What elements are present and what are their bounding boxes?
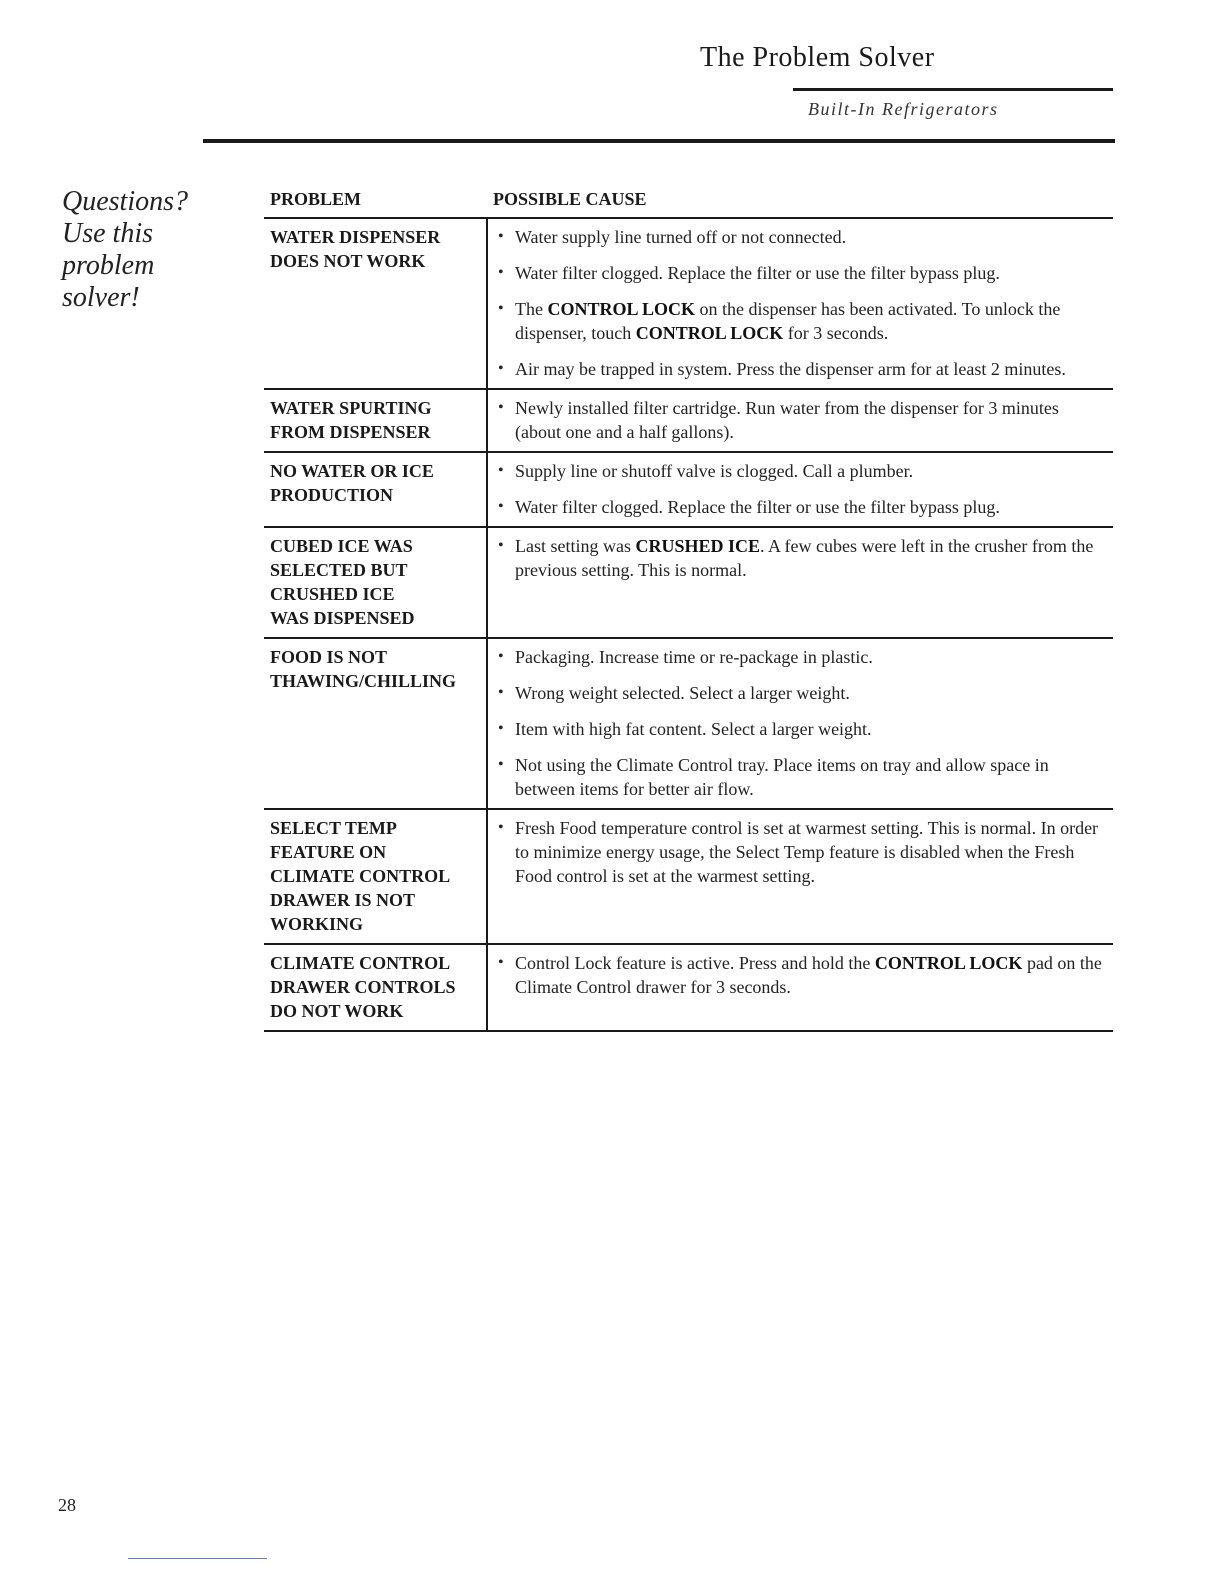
sidebar-line: Questions? — [62, 186, 188, 217]
cause-text: Packaging. Increase time or re-package in plastic. — [515, 647, 873, 667]
bold-term: CONTROL LOCK — [874, 953, 1023, 973]
bold-term: CONTROL LOCK — [635, 323, 784, 343]
table-row — [264, 452, 1113, 527]
cause-text: Water filter clogged. Replace the filter or use the filter bypass plug. — [515, 497, 1000, 517]
cause-item — [496, 534, 1107, 582]
cause-item — [496, 495, 1107, 519]
cause-cell — [487, 218, 1113, 389]
table-row — [264, 218, 1113, 389]
cause-text: Water supply line turned off or not connected. — [515, 227, 847, 247]
cause-text: Control Lock feature is active. Press and hold the — [515, 953, 875, 973]
table-row — [264, 638, 1113, 809]
cause-text: Last setting was — [515, 536, 636, 556]
cause-text: Wrong weight selected. Select a larger weight. — [515, 683, 850, 703]
problem-cell: CLIMATE CONTROL DRAWER CONTROLS DO NOT WORK — [264, 944, 487, 1031]
page-title: The Problem Solver — [700, 42, 935, 73]
sidebar-line: solver! — [62, 282, 140, 313]
table-row — [264, 944, 1113, 1031]
cause-cell — [487, 944, 1113, 1031]
cause-list — [496, 396, 1107, 444]
cause-item — [496, 951, 1107, 999]
cause-text: . A few cubes were left in the crusher from the previous setting. This is normal. — [515, 536, 1094, 580]
cause-list — [496, 951, 1107, 999]
cause-item — [496, 396, 1107, 444]
table-row — [264, 389, 1113, 452]
cause-text: on the dispenser has been activated. To unlock the dispenser, touch — [515, 299, 1061, 343]
cause-cell — [487, 638, 1113, 809]
cause-cell — [487, 389, 1113, 452]
bold-term: CONTROL LOCK — [547, 299, 696, 319]
cause-cell — [487, 527, 1113, 638]
cause-item — [496, 816, 1107, 888]
header-rule-short — [793, 88, 1113, 91]
cause-list — [496, 534, 1107, 582]
cause-text: Fresh Food temperature control is set at warmest setting. This is normal. In order to minimize energy usage, the Select Temp feature is disabled when the Fresh Food control is set at the warmest setting. — [515, 818, 1099, 886]
page-subtitle: Built-In Refrigerators — [808, 99, 999, 119]
problem-solver-table — [264, 185, 1113, 1032]
cause-text: Supply line or shutoff valve is clogged. Call a plumber. — [515, 461, 914, 481]
cause-text: Water filter clogged. Replace the filter or use the filter bypass plug. — [515, 263, 1000, 283]
bold-term: CRUSHED ICE — [635, 536, 761, 556]
problem-cell: NO WATER OR ICE PRODUCTION — [264, 452, 487, 527]
problem-cell: FOOD IS NOT THAWING/CHILLING — [264, 638, 487, 809]
cause-item — [496, 645, 1107, 669]
cause-item — [496, 459, 1107, 483]
cause-list — [496, 459, 1107, 519]
cause-item — [496, 717, 1107, 741]
cause-text: Not using the Climate Control tray. Place items on tray and allow space in between items for better air flow. — [515, 755, 1049, 799]
problem-cell: CUBED ICE WAS SELECTED BUT CRUSHED ICE WAS DISPENSED — [264, 527, 487, 638]
problem-cell: WATER SPURTING FROM DISPENSER — [264, 389, 487, 452]
cause-cell — [487, 809, 1113, 944]
cause-cell — [487, 452, 1113, 527]
footer-link-underline — [128, 1558, 267, 1559]
cause-list — [496, 225, 1107, 381]
table-row — [264, 809, 1113, 944]
problem-cell: WATER DISPENSER DOES NOT WORK — [264, 218, 487, 389]
column-header-cause: POSSIBLE CAUSE — [487, 185, 1113, 218]
cause-text: The — [515, 299, 548, 319]
sidebar-line: problem — [62, 250, 155, 281]
table-body — [264, 218, 1113, 1031]
cause-text: Newly installed filter cartridge. Run water from the dispenser for 3 minutes (about one and a half gallons). — [515, 398, 1059, 442]
cause-item — [496, 681, 1107, 705]
cause-item — [496, 261, 1107, 285]
cause-item — [496, 297, 1107, 345]
sidebar-line: Use this — [62, 218, 153, 249]
cause-list — [496, 645, 1107, 801]
cause-list — [496, 816, 1107, 888]
cause-text: pad on the Climate Control drawer for 3 seconds. — [515, 953, 1102, 997]
sidebar-callout — [62, 186, 188, 314]
cause-item — [496, 357, 1107, 381]
cause-text: Air may be trapped in system. Press the dispenser arm for at least 2 minutes. — [515, 359, 1066, 379]
cause-item — [496, 753, 1107, 801]
problem-cell: SELECT TEMP FEATURE ON CLIMATE CONTROL DRAWER IS NOT WORKING — [264, 809, 487, 944]
column-header-problem: PROBLEM — [264, 185, 487, 218]
table-header-row — [264, 185, 1113, 218]
cause-text: for 3 seconds. — [783, 323, 889, 343]
cause-text: Item with high fat content. Select a larger weight. — [515, 719, 872, 739]
cause-item — [496, 225, 1107, 249]
page-number: 28 — [58, 1495, 76, 1515]
header-rule-long — [203, 139, 1115, 143]
table-row — [264, 527, 1113, 638]
